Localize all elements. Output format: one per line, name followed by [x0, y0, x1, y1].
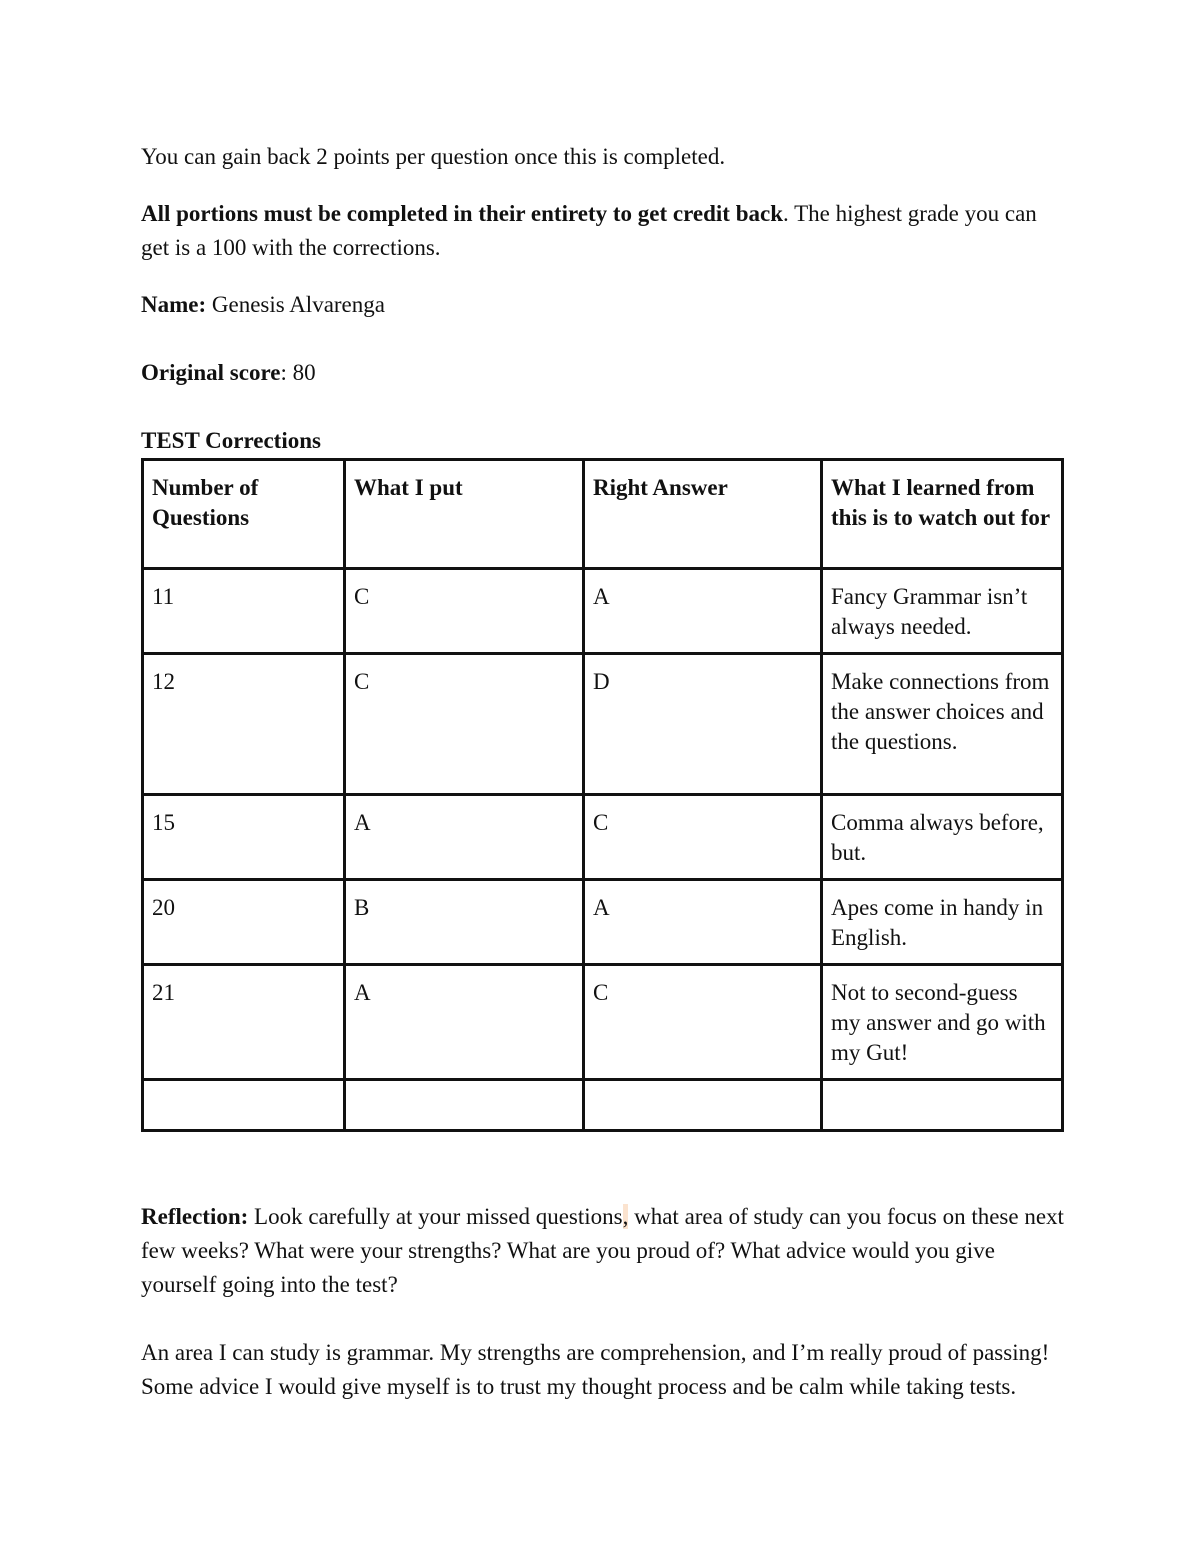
spacer — [141, 390, 1071, 424]
name-label: Name: — [141, 292, 207, 317]
credit-rule-rest: . The highest grade you can get is a 100 with the corrections. — [141, 201, 1037, 260]
reflection-answer: An area I can study is grammar. My strengths are comprehension, and I’m really proud of passing! Some advice I would give myself is to trust my thought process and be calm while taking tests. — [141, 1340, 1050, 1399]
reflection-text-after: what area of study can you focus on these next few weeks? What were your strengths? What are you proud of? What advice would you give yourself going into the test? — [141, 1204, 1064, 1297]
cell-right-answer: A — [584, 880, 822, 965]
table-title: TEST Corrections — [141, 428, 321, 453]
table-row — [143, 569, 1063, 654]
reflection-prompt — [141, 1200, 1066, 1302]
spacer — [141, 322, 1071, 356]
cell-question-number: 20 — [143, 880, 345, 965]
intro-instruction: You can gain back 2 points per question once this is completed. — [141, 144, 726, 169]
cell-question-number: 12 — [143, 654, 345, 795]
table-row — [143, 965, 1063, 1080]
cell-right-answer: A — [584, 569, 822, 654]
cell-right-answer: D — [584, 654, 822, 795]
cell-question-number: 15 — [143, 795, 345, 880]
cell-what-i-put: B — [345, 880, 584, 965]
cell-lesson: Apes come in handy in English. — [822, 880, 1063, 965]
header-what-i-put: What I put — [345, 460, 584, 569]
cell-question-number — [143, 1080, 345, 1131]
cell-question-number: 21 — [143, 965, 345, 1080]
table-row — [143, 654, 1063, 795]
header-number-of-questions: Number of Questions — [143, 460, 345, 569]
header-right-answer: Right Answer — [584, 460, 822, 569]
cell-right-answer — [584, 1080, 822, 1131]
cell-what-i-put: C — [345, 654, 584, 795]
cell-lesson: Make connections from the answer choices and the questions. — [822, 654, 1063, 795]
header-what-i-learned: What I learned from this is to watch out for — [822, 460, 1063, 569]
cell-what-i-put: A — [345, 965, 584, 1080]
cell-what-i-put: A — [345, 795, 584, 880]
score-value: : 80 — [280, 360, 316, 385]
table-row — [143, 795, 1063, 880]
cell-lesson: Comma always before, but. — [822, 795, 1063, 880]
reflection-label: Reflection: — [141, 1204, 249, 1229]
document-page — [141, 140, 1071, 1427]
cell-what-i-put — [345, 1080, 584, 1131]
table-header-row — [143, 460, 1063, 569]
table-row — [143, 880, 1063, 965]
student-name-line — [141, 288, 1071, 322]
comment-highlight[interactable]: , — [622, 1204, 629, 1229]
score-label: Original score — [141, 360, 281, 385]
credit-rule-bold: All portions must be completed in their entirety to get credit back — [141, 201, 784, 226]
cell-right-answer: C — [584, 965, 822, 1080]
corrections-table — [141, 458, 1064, 1132]
intro-credit-rule — [141, 197, 1066, 265]
cell-right-answer: C — [584, 795, 822, 880]
cell-question-number: 11 — [143, 569, 345, 654]
cell-what-i-put: C — [345, 569, 584, 654]
cell-lesson: Fancy Grammar isn’t always needed. — [822, 569, 1063, 654]
table-row-empty — [143, 1080, 1063, 1131]
reflection-text-before: Look carefully at your missed questions — [248, 1204, 623, 1229]
original-score-line — [141, 356, 1071, 390]
cell-lesson: Not to second-guess my answer and go with my Gut! — [822, 965, 1063, 1080]
name-value: Genesis Alvarenga — [206, 292, 385, 317]
cell-lesson — [822, 1080, 1063, 1131]
